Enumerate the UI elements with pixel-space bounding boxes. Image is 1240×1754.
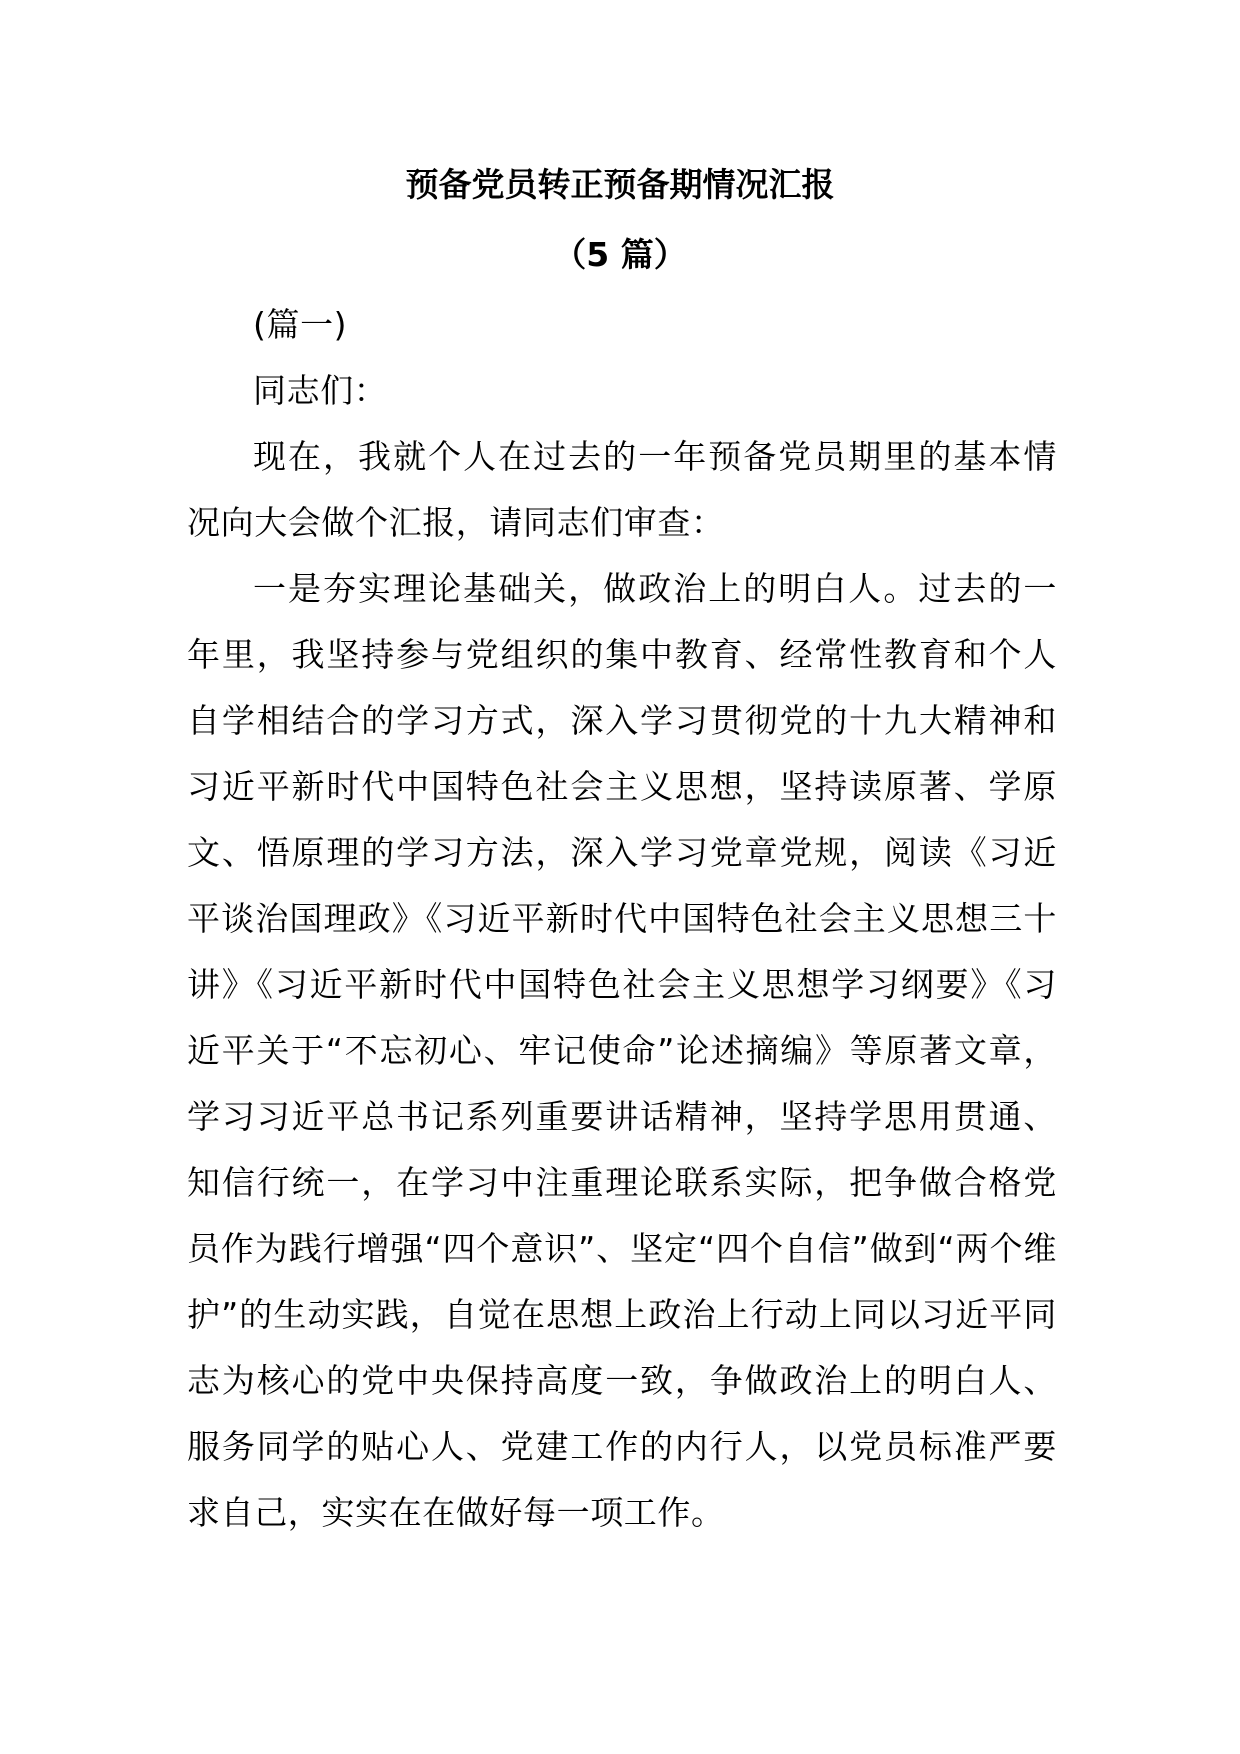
section-heading: (篇一) [253,305,348,344]
document-title: 预备党员转正预备期情况汇报 [405,165,835,204]
body-paragraph-intro: 现在，我就个人在过去的一年预备党员期里的基本情况向大会做个汇报，请同志们审查： [187,437,1057,542]
salutation: 同志们： [253,371,388,410]
body-paragraph-one: 一是夯实理论基础关，做政治上的明白人。过去的一年里，我坚持参与党组织的集中教育、经常性教育和个人自学相结合的学习方式，深入学习贯彻党的十九大精神和习近平新时代中国特色社会主义思想，坚持读原著、学原文、悟原理的学习方法，深入学习党章党规，阅读《习近平谈治国理政》《习近平新时代中国特色社会主义思想三十讲》《习近平新时代中国特色社会主义思想学习纲要》《习近平关于“不忘初心、牢记使命”论述摘编》等原著文章，学习习近平总书记系列重要讲话精神，坚持学思用贯通、知信行统一，在学习中注重理论联系实际，把争做合格党员作为践行增强“四个意识”、坚定“四个自信”做到“两个维护”的生动实践，自觉在思想上政治上行动上同以习近平同志为核心的党中央保持高度一致，争做政治上的明白人、服务同学的贴心人、党建工作的内行人，以党员标准严要求自己，实实在在做好每一项工作。 [187,569,1057,1532]
document-subtitle: （5 篇） [553,235,687,274]
